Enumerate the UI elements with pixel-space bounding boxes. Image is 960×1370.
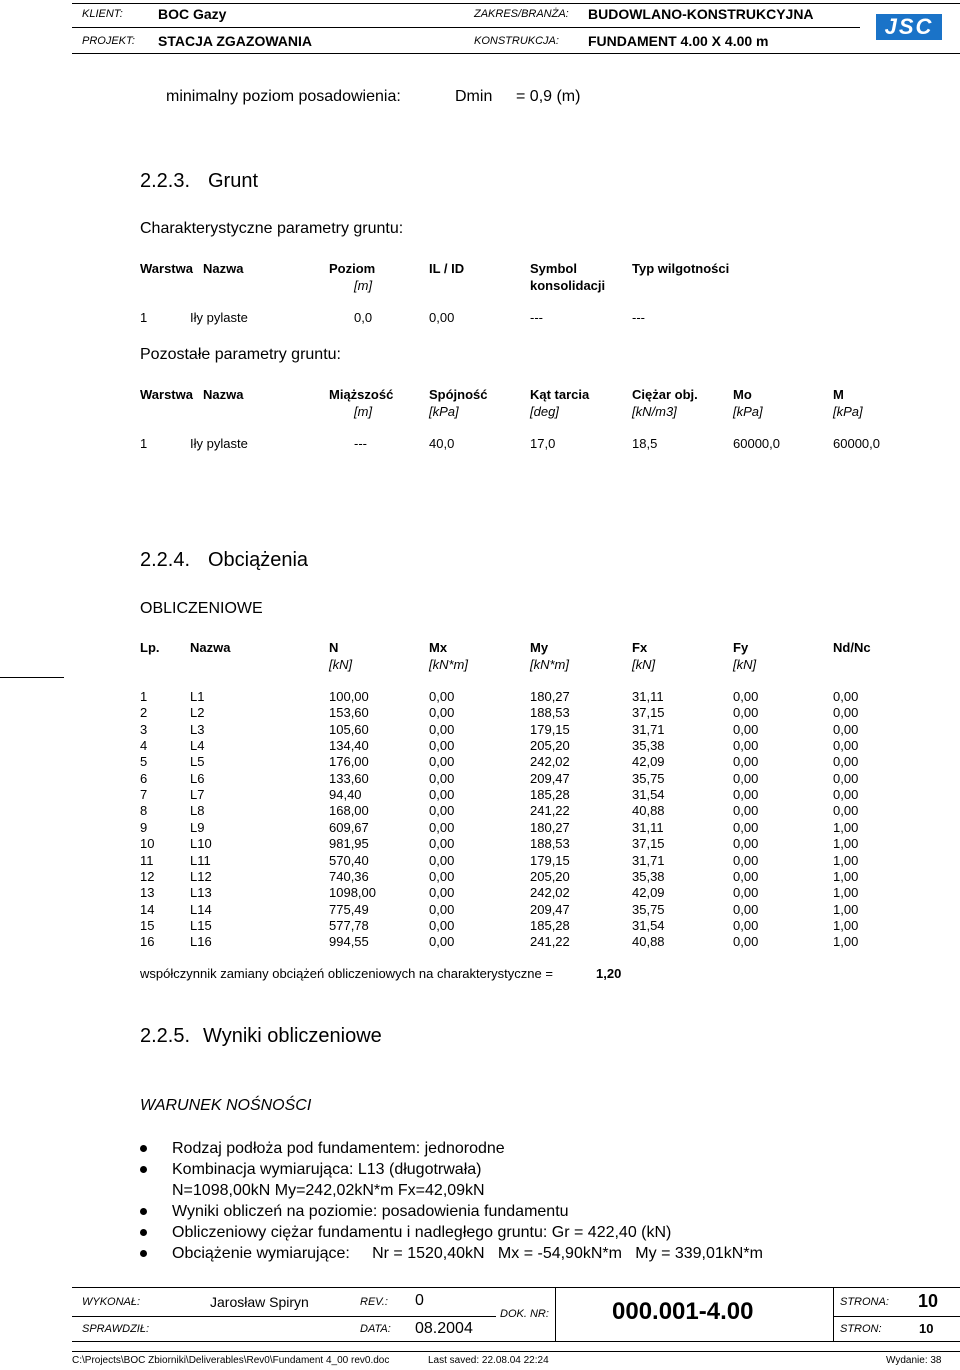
- file-path: C:\Projects\BOC Zbiorniki\Deliverables\Rev0\Fundament 4_00 rev0.doc: [72, 1355, 390, 1366]
- table-cell: 11: [140, 852, 154, 868]
- table-cell: 242,02: [530, 754, 570, 770]
- table-cell: 1: [140, 436, 148, 451]
- table-cell: 241,22: [530, 803, 570, 819]
- bullet-icon: [140, 1145, 147, 1152]
- table-cell: 0,00: [429, 721, 455, 737]
- section-number-results: 2.2.5.: [140, 1025, 191, 1047]
- results-list: [140, 1138, 763, 1264]
- unit: [kN]: [733, 657, 757, 672]
- results-subtitle: WARUNEK NOŚNOŚCI: [140, 1097, 312, 1114]
- table-cell: 0,00: [733, 689, 759, 704]
- projekt-label: PROJEKT:: [82, 35, 135, 47]
- table-cell: 0,00: [733, 885, 759, 901]
- min-level-symbol: Dmin: [455, 88, 493, 105]
- table-cell: 0,00: [429, 803, 455, 819]
- bullet-icon: [140, 1208, 147, 1215]
- konstrukcja-value: FUNDAMENT 4.00 X 4.00 m: [588, 33, 769, 49]
- table-cell: 37,15: [632, 836, 665, 852]
- table-cell: 17,0: [530, 436, 556, 451]
- table-cell: 577,78: [329, 917, 369, 933]
- table-cell: 105,60: [329, 721, 369, 737]
- list-item-text: Obliczeniowy ciężar fundamentu i nadległego gruntu: Gr = 422,40 (kN): [172, 1224, 672, 1241]
- table-cell: 0,00: [733, 836, 759, 852]
- unit: [kN*m]: [429, 657, 468, 672]
- unit-poziom: [m]: [354, 278, 373, 293]
- table-cell: 35,38: [632, 738, 665, 754]
- unit: [kN*m]: [530, 657, 569, 672]
- table-cell: 168,00: [329, 803, 369, 819]
- table-cell: 0,00: [429, 819, 455, 835]
- col-miazszosc: Miąższość: [329, 387, 394, 402]
- table-cell: 609,67: [329, 819, 369, 835]
- list-item-text: Obciążenie wymiarujące: Nr = 1520,40kN Mx = -54,90kN*m My = 339,01kN*m: [172, 1245, 763, 1262]
- factor-text: współczynnik zamiany obciążeń obliczeniowych na charakterystyczne =: [140, 966, 553, 981]
- margin-mark: [0, 677, 64, 678]
- table-cell: 100,00: [329, 689, 369, 704]
- bullet-icon: [140, 1250, 147, 1257]
- table-cell: L16: [190, 934, 212, 950]
- table-cell: 0,00: [833, 738, 859, 754]
- unit: [deg]: [530, 404, 559, 419]
- table-cell: 0,00: [733, 770, 759, 786]
- table-cell: L4: [190, 738, 205, 754]
- table-cell: 37,15: [632, 705, 665, 721]
- table-cell: 12: [140, 868, 155, 884]
- table-cell: 0,00: [733, 901, 759, 917]
- table-cell: ---: [632, 310, 645, 325]
- table-cell: L15: [190, 917, 212, 933]
- col-ciezar-obj: Ciężar obj.: [632, 387, 698, 402]
- col-konsolidacji: konsolidacji: [530, 278, 606, 293]
- unit: [kPa]: [833, 404, 863, 419]
- table-cell: 740,36: [329, 868, 369, 884]
- table-cell: 209,47: [530, 901, 570, 917]
- loads-subtitle: OBLICZENIOWE: [140, 600, 263, 617]
- col-typ-wilgotnosci: Typ wilgotności: [632, 261, 730, 276]
- table-cell: 0,00: [429, 770, 455, 786]
- last-saved: Last saved: 22.08.04 22:24: [428, 1355, 549, 1366]
- table-cell: 0,00: [429, 934, 455, 950]
- stron-label: STRON:: [840, 1323, 882, 1335]
- table-cell: 9: [140, 819, 148, 835]
- col-spojnosc: Spójność: [429, 387, 488, 402]
- col-fx: Fx: [632, 640, 648, 655]
- table-cell: 0,00: [833, 787, 859, 803]
- data-label: DATA:: [360, 1323, 391, 1335]
- table-cell: 1,00: [833, 934, 859, 950]
- table-cell: 35,75: [632, 901, 665, 917]
- table-cell: L12: [190, 868, 212, 884]
- unit: [kN]: [329, 657, 353, 672]
- table-cell: 1: [140, 310, 148, 325]
- table-cell: 35,38: [632, 868, 665, 884]
- list-item-text: Wyniki obliczeń na poziomie: posadowienia fundamentu: [172, 1203, 569, 1220]
- table-cell: 0,00: [429, 901, 455, 917]
- table-cell: 7: [140, 787, 148, 803]
- factor-value: 1,20: [596, 966, 622, 981]
- table-cell: L6: [190, 770, 205, 786]
- table-cell: 1,00: [833, 819, 859, 835]
- min-level-value: = 0,9 (m): [516, 88, 581, 105]
- table-cell: 4: [140, 738, 148, 754]
- table-cell: 31,54: [632, 917, 665, 933]
- list-item: [140, 1201, 763, 1222]
- dok-value: 000.001-4.00: [612, 1298, 754, 1325]
- table-cell: 153,60: [329, 705, 369, 721]
- col-n: N: [329, 640, 339, 655]
- bullet-icon: [140, 1229, 147, 1236]
- table-cell: 0,00: [733, 738, 759, 754]
- table-cell: 0,00: [833, 803, 859, 819]
- unit: [kPa]: [429, 404, 459, 419]
- table-cell: 0,0: [354, 310, 373, 325]
- table-cell: 180,27: [530, 689, 570, 704]
- table-cell: 40,88: [632, 934, 665, 950]
- table-cell: 1: [140, 689, 148, 704]
- table-cell: L9: [190, 819, 205, 835]
- unit: [kN/m3]: [632, 404, 677, 419]
- table-cell: 179,15: [530, 721, 570, 737]
- table-cell: 176,00: [329, 754, 369, 770]
- table-cell: 205,20: [530, 738, 570, 754]
- col-warstwa: Warstwa: [140, 387, 193, 402]
- section-title-results: Wyniki obliczeniowe: [203, 1025, 382, 1047]
- table-cell: 0,00: [429, 310, 455, 325]
- col-my: My: [530, 640, 549, 655]
- table-cell: 0,00: [733, 803, 759, 819]
- table-cell: 0,00: [733, 819, 759, 835]
- table-cell: 0,00: [733, 868, 759, 884]
- table-cell: 0,00: [429, 689, 455, 704]
- table-cell: 6: [140, 770, 148, 786]
- table-cell: 188,53: [530, 836, 570, 852]
- table-cell: 185,28: [530, 917, 570, 933]
- company-logo: JSC: [876, 14, 942, 40]
- table-cell: 2: [140, 705, 148, 721]
- table-cell: 5: [140, 754, 148, 770]
- table-cell: 60000,0: [733, 436, 780, 451]
- col-mo: Mo: [733, 387, 752, 402]
- table-cell: 60000,0: [833, 436, 880, 451]
- table-cell: 0,00: [833, 689, 859, 704]
- table-cell: 31,11: [632, 819, 664, 835]
- table-cell: 0,00: [429, 868, 455, 884]
- col-kat-tarcia: Kąt tarcia: [530, 387, 590, 402]
- table-cell: 40,88: [632, 803, 665, 819]
- table-cell: L1: [190, 689, 205, 704]
- rev-label: REV.:: [360, 1296, 388, 1308]
- list-item: [140, 1159, 763, 1180]
- table-cell: 0,00: [833, 770, 859, 786]
- col-nd-nc: Nd/Nc: [833, 640, 871, 655]
- table-cell: L7: [190, 787, 205, 803]
- col-lp: Lp.: [140, 640, 160, 655]
- list-item: [140, 1243, 763, 1264]
- table-cell: 0,00: [733, 721, 759, 737]
- table-cell: ---: [530, 310, 543, 325]
- table-cell: 31,54: [632, 787, 665, 803]
- col-il-id: IL / ID: [429, 261, 465, 276]
- table-cell: 241,22: [530, 934, 570, 950]
- table-cell: 31,71: [632, 721, 665, 737]
- col-symbol: Symbol: [530, 261, 577, 276]
- table-cell: 18,5: [632, 436, 658, 451]
- col-mx: Mx: [429, 640, 448, 655]
- col-nazwa: Nazwa: [190, 640, 231, 655]
- klient-value: BOC Gazy: [158, 6, 227, 22]
- table-cell: 981,95: [329, 836, 369, 852]
- konstrukcja-label: KONSTRUKCJA:: [474, 35, 559, 47]
- table-cell: L3: [190, 721, 205, 737]
- table-cell: 0,00: [429, 852, 455, 868]
- table-cell: 0,00: [429, 836, 455, 852]
- table-cell: L10: [190, 836, 212, 852]
- list-item-text: Kombinacja wymiarująca: L13 (długotrwała): [172, 1161, 482, 1178]
- table-cell: 14: [140, 901, 155, 917]
- table-cell: 0,00: [429, 754, 455, 770]
- table-cell: 185,28: [530, 787, 570, 803]
- table-cell: L14: [190, 901, 212, 917]
- list-item-continuation: [140, 1180, 763, 1201]
- table-cell: 0,00: [429, 787, 455, 803]
- list-item: [140, 1222, 763, 1243]
- table-cell: 42,09: [632, 754, 665, 770]
- table-cell: 1098,00: [329, 885, 376, 901]
- table-cell: 570,40: [329, 852, 369, 868]
- table-cell: L13: [190, 885, 212, 901]
- table-cell: 40,0: [429, 436, 455, 451]
- table-cell: 1,00: [833, 917, 859, 933]
- table-cell: L8: [190, 803, 205, 819]
- table-cell: 242,02: [530, 885, 570, 901]
- table-cell: 0,00: [833, 705, 859, 721]
- section-number-loads: 2.2.4.: [140, 549, 191, 571]
- data-value: 08.2004: [415, 1320, 473, 1337]
- table-cell: 42,09: [632, 885, 665, 901]
- wykonal-label: WYKONAŁ:: [82, 1296, 141, 1308]
- table-cell: 1,00: [833, 852, 859, 868]
- unit: [kPa]: [733, 404, 763, 419]
- table-cell: 1,00: [833, 868, 859, 884]
- table-cell: 8: [140, 803, 148, 819]
- table-cell: 0,00: [833, 754, 859, 770]
- table-cell: Iły pylaste: [190, 436, 248, 451]
- sprawdzil-label: SPRAWDZIŁ:: [82, 1323, 150, 1335]
- projekt-value: STACJA ZGAZOWANIA: [158, 33, 312, 49]
- col-nazwa: Nazwa: [203, 387, 244, 402]
- table-cell: 35,75: [632, 770, 665, 786]
- table-cell: 94,40: [329, 787, 362, 803]
- table-cell: 209,47: [530, 770, 570, 786]
- stron-value: 10: [919, 1321, 934, 1336]
- unit: [kN]: [632, 657, 656, 672]
- table-cell: L2: [190, 705, 205, 721]
- table-cell: 0,00: [733, 934, 759, 950]
- table-cell: 0,00: [429, 738, 455, 754]
- table-cell: 3: [140, 721, 148, 737]
- table-cell: 1,00: [833, 885, 859, 901]
- table-cell: 31,11: [632, 689, 664, 704]
- table-cell: 0,00: [833, 721, 859, 737]
- table-cell: 0,00: [733, 705, 759, 721]
- table-cell: 0,00: [429, 917, 455, 933]
- dok-label: DOK. NR:: [500, 1308, 549, 1320]
- table-cell: ---: [354, 436, 367, 451]
- table-cell: 133,60: [329, 770, 369, 786]
- table-cell: 10: [140, 836, 155, 852]
- section-title-loads: Obciążenia: [208, 549, 309, 571]
- table-cell: 15: [140, 917, 155, 933]
- zakres-value: BUDOWLANO-KONSTRUKCYJNA: [588, 6, 814, 22]
- table-cell: 31,71: [632, 852, 665, 868]
- section-number-grunt: 2.2.3.: [140, 170, 191, 192]
- list-item: [140, 1138, 763, 1159]
- table-cell: 775,49: [329, 901, 369, 917]
- rev-value: 0: [415, 1292, 424, 1309]
- table-cell: 134,40: [329, 738, 369, 754]
- strona-value: 10: [918, 1291, 939, 1311]
- strona-label: STRONA:: [840, 1296, 889, 1308]
- table-cell: 0,00: [733, 754, 759, 770]
- table-cell: L11: [190, 852, 211, 868]
- klient-label: KLIENT:: [82, 8, 123, 20]
- col-warstwa: Warstwa: [140, 261, 193, 276]
- zakres-label: ZAKRES/BRANŻA:: [474, 8, 569, 20]
- wydanie: Wydanie: 38: [886, 1355, 942, 1366]
- table-cell: 13: [140, 885, 155, 901]
- table-cell: 179,15: [530, 852, 570, 868]
- section-title-grunt: Grunt: [208, 170, 259, 192]
- table-cell: 0,00: [429, 705, 455, 721]
- col-m: M: [833, 387, 844, 402]
- list-item-text: N=1098,00kN My=242,02kN*m Fx=42,09kN: [172, 1182, 485, 1199]
- unit: [m]: [354, 404, 373, 419]
- table-cell: Iły pylaste: [190, 310, 248, 325]
- col-fy: Fy: [733, 640, 749, 655]
- table-cell: 0,00: [733, 917, 759, 933]
- wykonal-value: Jarosław Spiryn: [210, 1294, 309, 1310]
- table-cell: 205,20: [530, 868, 570, 884]
- table-cell: 180,27: [530, 819, 570, 835]
- col-poziom: Poziom: [329, 261, 376, 276]
- bullet-icon: [140, 1166, 147, 1173]
- table-cell: 0,00: [733, 852, 759, 868]
- col-nazwa: Nazwa: [203, 261, 244, 276]
- other-params-title: Pozostałe parametry gruntu:: [140, 346, 341, 363]
- list-item-text: Rodzaj podłoża pod fundamentem: jednorodne: [172, 1140, 505, 1157]
- table-cell: 1,00: [833, 836, 859, 852]
- char-params-title: Charakterystyczne parametry gruntu:: [140, 220, 404, 237]
- table-cell: 0,00: [733, 787, 759, 803]
- table-cell: L5: [190, 754, 205, 770]
- table-cell: 188,53: [530, 705, 570, 721]
- min-level-label: minimalny poziom posadowienia:: [166, 88, 401, 105]
- table-cell: 994,55: [329, 934, 369, 950]
- table-cell: 1,00: [833, 901, 859, 917]
- table-cell: 0,00: [429, 885, 455, 901]
- table-cell: 16: [140, 934, 155, 950]
